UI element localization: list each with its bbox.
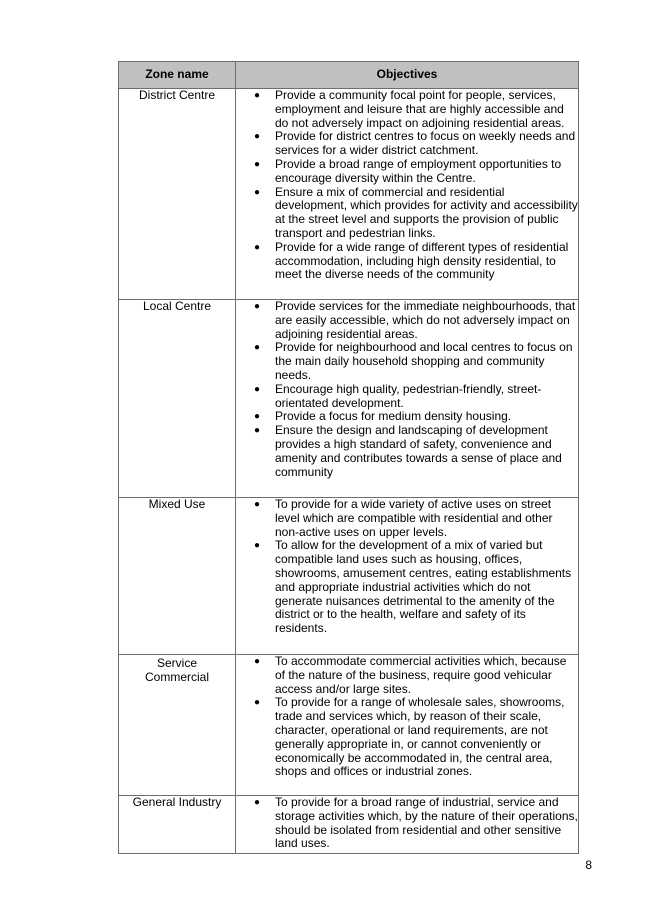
objectives-list <box>236 89 578 282</box>
bullet-icon: ● <box>254 131 261 143</box>
objective-text: To provide for a broad range of industrial, service and storage activities which, by the nature of their operations, should be isolated from residential and other sensitive land uses. <box>275 795 578 851</box>
objectives-cell <box>236 498 579 655</box>
list-item <box>236 796 578 851</box>
table-row <box>119 796 579 854</box>
objective-text: Provide services for the immediate neighbourhoods, that are easily accessible, which do not adversely impact on adjoining residential areas. <box>275 299 576 341</box>
table-row <box>119 300 579 498</box>
zone-name-header: Zone name <box>119 62 236 89</box>
bullet-icon: ● <box>254 241 261 253</box>
objectives-list <box>236 498 578 636</box>
objective-text: To accommodate commercial activities which, because of the nature of the business, require good vehicular access and/or large sites. <box>275 654 567 696</box>
zone-name-cell: Local Centre <box>119 300 236 498</box>
bullet-icon: ● <box>254 383 261 395</box>
list-item <box>236 186 578 241</box>
objective-text: Provide a community focal point for people, services, employment and leisure that are highly accessible and do not adversely impact on adjoining residential areas. <box>275 88 565 130</box>
objective-text: Provide a focus for medium density housing. <box>275 409 512 424</box>
objectives-cell <box>236 796 579 854</box>
objective-text: To allow for the development of a mix of varied but compatible land uses such as housing, offices, showrooms, amusement centres, eating establishments and appropriate industrial activities which do not generate nuisances detrimental to the amenity of the district or to the health, welfare and safety of its residents. <box>275 538 572 636</box>
list-item <box>236 655 578 696</box>
objective-text: Encourage high quality, pedestrian-friendly, street-orientated development. <box>275 381 542 410</box>
table-row <box>119 655 579 796</box>
objectives-list <box>236 655 578 779</box>
zone-objectives-table <box>118 61 579 854</box>
list-item <box>236 241 578 282</box>
bullet-icon: ● <box>254 411 261 423</box>
list-item <box>236 539 578 636</box>
list-item <box>236 341 578 382</box>
objective-text: Ensure the design and landscaping of development provides a high standard of safety, convenience and amenity and contributes towards a sense of place and community <box>275 423 562 479</box>
table-row <box>119 89 579 300</box>
list-item <box>236 300 578 341</box>
list-item <box>236 383 578 411</box>
list-item <box>236 130 578 158</box>
zone-name-cell: District Centre <box>119 89 236 300</box>
list-item <box>236 410 578 424</box>
objective-text: Provide for a wide range of different types of residential accommodation, including high density residential, to meet the diverse needs of the community <box>275 239 569 282</box>
bullet-icon: ● <box>254 301 261 312</box>
bullet-icon: ● <box>254 158 261 170</box>
list-item <box>236 89 578 130</box>
table-header-row <box>119 62 579 89</box>
zone-name-cell: Mixed Use <box>119 498 236 655</box>
table-body <box>119 89 579 854</box>
objectives-cell <box>236 655 579 796</box>
objectives-list <box>236 796 578 851</box>
list-item <box>236 498 578 539</box>
objective-text: Provide a broad range of employment opportunities to encourage diversity within the Centre. <box>275 156 562 185</box>
objectives-cell <box>236 89 579 300</box>
objective-text: Ensure a mix of commercial and residential development, which provides for activity and accessibility at the street level and supports the provision of public transport and pedestrian links. <box>275 184 578 240</box>
bullet-icon: ● <box>254 342 261 354</box>
zone-name-cell: General Industry <box>119 796 236 854</box>
page-number: 8 <box>585 858 592 872</box>
objectives-cell <box>236 300 579 498</box>
bullet-icon: ● <box>254 499 261 510</box>
objective-text: Provide for neighbourhood and local centres to focus on the main daily household shopping and community needs. <box>275 340 573 382</box>
bullet-icon: ● <box>254 797 261 808</box>
objective-text: To provide for a range of wholesale sales, showrooms, trade and services which, by reason of their scale, character, operational or land requirements, are not generally appropriate in, or cannot conveniently or economically be accommodated in, the central area, shops and offices or industrial zones. <box>275 695 565 779</box>
bullet-icon: ● <box>254 425 261 437</box>
objectives-list <box>236 300 578 479</box>
bullet-icon: ● <box>254 540 261 552</box>
list-item <box>236 696 578 779</box>
list-item <box>236 424 578 479</box>
list-item <box>236 158 578 186</box>
bullet-icon: ● <box>254 656 261 667</box>
bullet-icon: ● <box>254 186 261 198</box>
objectives-header: Objectives <box>236 62 579 89</box>
objective-text: To provide for a wide variety of active uses on street level which are compatible with residential and other non-active uses on upper levels. <box>275 497 553 539</box>
bullet-icon: ● <box>254 697 261 709</box>
objective-text: Provide for district centres to focus on weekly needs and services for a wider district catchment. <box>275 129 576 158</box>
bullet-icon: ● <box>254 90 261 101</box>
table-row <box>119 498 579 655</box>
zone-name-cell: Service Commercial <box>119 655 236 796</box>
